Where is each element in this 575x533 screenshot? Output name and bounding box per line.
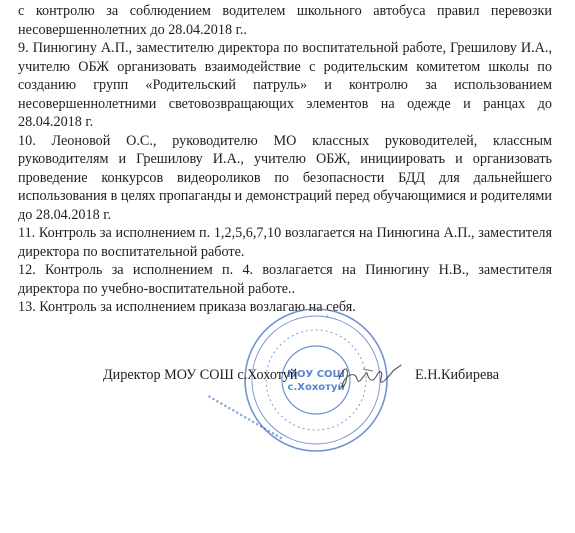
stamp-text-line2: с.Хохотуй	[287, 382, 345, 393]
handwritten-signature	[333, 357, 405, 397]
paragraph-continuation: с контролю за соблюдением водителем школьного автобуса правил перевозки несовершеннолетних до 28.04.2018 г..	[18, 3, 552, 38]
paragraph-item-13: 13. Контроль за исполнением приказа возлагаю на себя.	[18, 299, 356, 315]
paragraph-item-12: 12. Контроль за исполнением п. 4. возлагается на Пинюгину Н.В., заместителя директора по учебно-воспитательной работе..	[18, 262, 552, 297]
document-body	[18, 2, 552, 317]
signatory-title: Директор МОУ СОШ с.Хохотуй	[103, 367, 298, 383]
svg-text:▪ ▪ ▪ ▪ ▪ ▪ ▪ ▪ ▪ ▪ ▪ ▪ ▪ ▪ ▪: ▪ ▪ ▪ ▪ ▪ ▪ ▪ ▪ ▪ ▪ ▪ ▪ ▪ ▪ ▪ ▪ ▪ ▪ ▪	[207, 393, 284, 441]
paragraph-item-11: 11. Контроль за исполнением п. 1,2,5,6,7,10 возлагается на Пинюгина А.П., заместителя директора по воспитательной работе.	[18, 225, 552, 260]
paragraph-item-9: 9. Пинюгину А.П., заместителю директора по воспитательной работе, Грешилову И.А., учителю ОБЖ организовать взаимодействие с родительским комитетом школы по созданию групп «Родительский патруль» и контролю за использованием несовершеннолетними световозвращающих элементов на одежде и ранцах до 28.04.2018 г.	[18, 40, 552, 130]
paragraph-item-10: 10. Леоновой О.С., руководителю МО классных руководителей, классным руководителям и Грешилову И.А., учителю ОБЖ, инициировать и организовать проведение конкурсов видеороликов по безопасности БДД для дальнейшего использования в целях пропаганды и демонстраций перед обучающимися и родителями до 28.04.2018 г.	[18, 132, 552, 223]
signatory-name: Е.Н.Кибирева	[415, 367, 500, 383]
stamp-text-line1: МОУ СОШ	[287, 369, 345, 380]
